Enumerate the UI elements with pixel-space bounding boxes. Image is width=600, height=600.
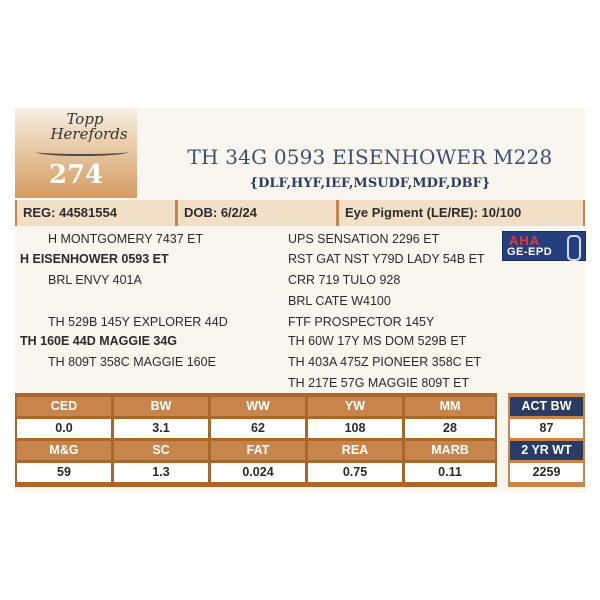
epd-value-bw: 3.1 (114, 419, 208, 438)
epd-header-yw: YW (308, 397, 402, 416)
pedigree-ancestor-4: BRL CATE W4100 (288, 294, 391, 308)
pedigree-ancestor-3: CRR 719 TULO 928 (288, 273, 401, 287)
epd-value-sc: 1.3 (114, 463, 208, 482)
two-year-weight-value: 2259 (510, 463, 583, 482)
epd-value-yw: 108 (308, 419, 402, 438)
pedigree-sire-dam: BRL ENVY 401A (48, 273, 142, 287)
pedigree-ancestor-6: TH 60W 17Y MS DOM 529B ET (288, 334, 467, 348)
logo-line-2: Herefords (50, 125, 128, 143)
epd-header-ww: WW (211, 397, 305, 416)
epd-value-marb: 0.11 (405, 463, 495, 482)
animal-name: TH 34G 0593 EISENHOWER M228 (187, 145, 553, 169)
epd-value-mm: 28 (405, 419, 495, 438)
epd-header-marb: MARB (405, 441, 495, 460)
epd-header-sc: SC (114, 441, 208, 460)
genetic-codes: {DLF,HYF,IEF,MSUDF,MDF,DBF} (249, 176, 491, 191)
lot-number: 274 (48, 160, 104, 190)
epd-value-mg: 59 (17, 463, 111, 482)
pedigree-sire: H EISENHOWER 0593 ET (20, 252, 169, 266)
logo-swoosh-icon (36, 148, 128, 156)
farm-logo (40, 112, 130, 142)
pedigree-ancestor-2: RST GAT NST Y79D LADY 54B ET (288, 252, 485, 266)
epd-header-bw: BW (114, 397, 208, 416)
pedigree-sire-sire: H MONTGOMERY 7437 ET (48, 232, 204, 246)
pedigree-dam: TH 160E 44D MAGGIE 34G (20, 334, 178, 348)
actual-birth-weight-value: 87 (510, 419, 583, 438)
pedigree-ancestor-8: TH 217E 57G MAGGIE 809T ET (288, 376, 470, 390)
badge-line-2: GE-EPD (507, 246, 553, 258)
pedigree-ancestor-1: UPS SENSATION 2296 ET (288, 232, 440, 246)
epd-header-mm: MM (405, 397, 495, 416)
pedigree-ancestor-7: TH 403A 475Z PIONEER 358C ET (288, 355, 482, 369)
epd-header-fat: FAT (211, 441, 305, 460)
logo-line-1: Topp (66, 110, 104, 128)
epd-value-rea: 0.75 (308, 463, 402, 482)
aha-ge-epd-badge (502, 231, 586, 261)
epd-value-fat: 0.024 (211, 463, 305, 482)
chain-link-icon (567, 235, 581, 261)
actual-birth-weight-label: ACT BW (510, 397, 583, 416)
epd-header-ced: CED (17, 397, 111, 416)
pedigree-dam-dam: TH 809T 358C MAGGIE 160E (48, 355, 216, 369)
epd-header-rea: REA (308, 441, 402, 460)
two-year-weight-label: 2 YR WT (510, 441, 583, 460)
eye-pigment: Eye Pigment (LE/RE): 10/100 (339, 200, 583, 226)
pedigree-dam-sire: TH 529B 145Y EXPLORER 44D (48, 315, 228, 329)
date-of-birth: DOB: 6/2/24 (178, 200, 336, 226)
pedigree-ancestor-5: FTF PROSPECTOR 145Y (288, 315, 435, 329)
epd-value-ced: 0.0 (17, 419, 111, 438)
epd-header-mg: M&G (17, 441, 111, 460)
registration-number: REG: 44581554 (17, 200, 175, 226)
epd-value-ww: 62 (211, 419, 305, 438)
badge-line-1: AHA (509, 233, 541, 248)
